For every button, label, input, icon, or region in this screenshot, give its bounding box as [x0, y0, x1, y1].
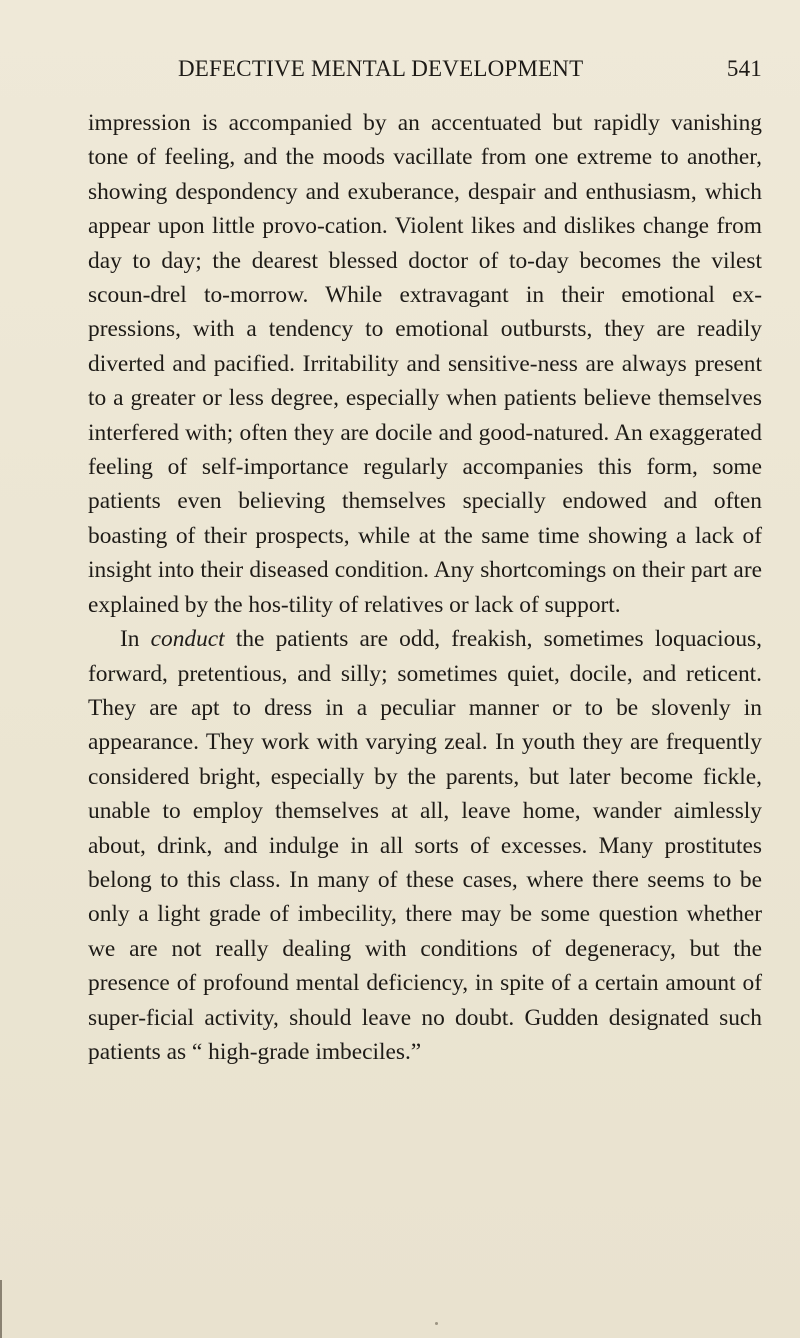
body-text	[88, 106, 762, 1069]
paragraph-2-lead: In	[120, 626, 151, 653]
running-head: DEFECTIVE MENTAL DEVELOPMENT	[178, 56, 584, 81]
paragraph-2-emphasis: conduct	[150, 626, 225, 653]
page-header	[88, 56, 762, 90]
paper-speck	[435, 1322, 438, 1325]
paragraph-1: impression is accompanied by an accentuated but rapidly vanishing tone of feeling, and the moods vacillate from one extreme to another, showing despondency and exuberance, despair and enthusiasm, which appear upon little provo-cation. Violent likes and dislikes change from day to day; the dearest blessed doctor of to-day becomes the vilest scoun-drel to-morrow. While extravagant in their emotional ex-pressions, with a tendency to emotional outbursts, they are readily diverted and pacified. Irritability and sensitive-ness are always present to a greater or less degree, especially when patients believe themselves interfered with; often they are docile and good-natured. An exaggerated feeling of self-importance regularly accompanies this form, some patients even believing themselves specially endowed and often boasting of their prospects, while at the same time showing a lack of insight into their diseased condition. Any shortcomings on their part are explained by the hos-tility of relatives or lack of support.	[88, 110, 762, 618]
page-number: 541	[726, 56, 762, 81]
page-edge-mark	[0, 1280, 2, 1338]
paragraph-2	[88, 622, 762, 1069]
paragraph-2-rest: the patients are odd, freakish, sometimes loquacious, forward, pretentious, and silly; sometimes quiet, docile, and reticent. They are apt to dress in a peculiar manner or to be slovenly in appearance. They work with varying zeal. In youth they are frequently considered bright, especially by the parents, but later become fickle, unable to employ themselves at all, leave home, wander aimlessly about, drink, and indulge in all sorts of excesses. Many prostitutes belong to this class. In many of these cases, where there seems to be only a light grade of imbecility, there may be some question whether we are not really dealing with conditions of degeneracy, but the presence of profound mental deficiency, in spite of a certain amount of super-ficial activity, should leave no doubt. Gudden designated such patients as “ high-grade imbeciles.”	[88, 626, 762, 1065]
